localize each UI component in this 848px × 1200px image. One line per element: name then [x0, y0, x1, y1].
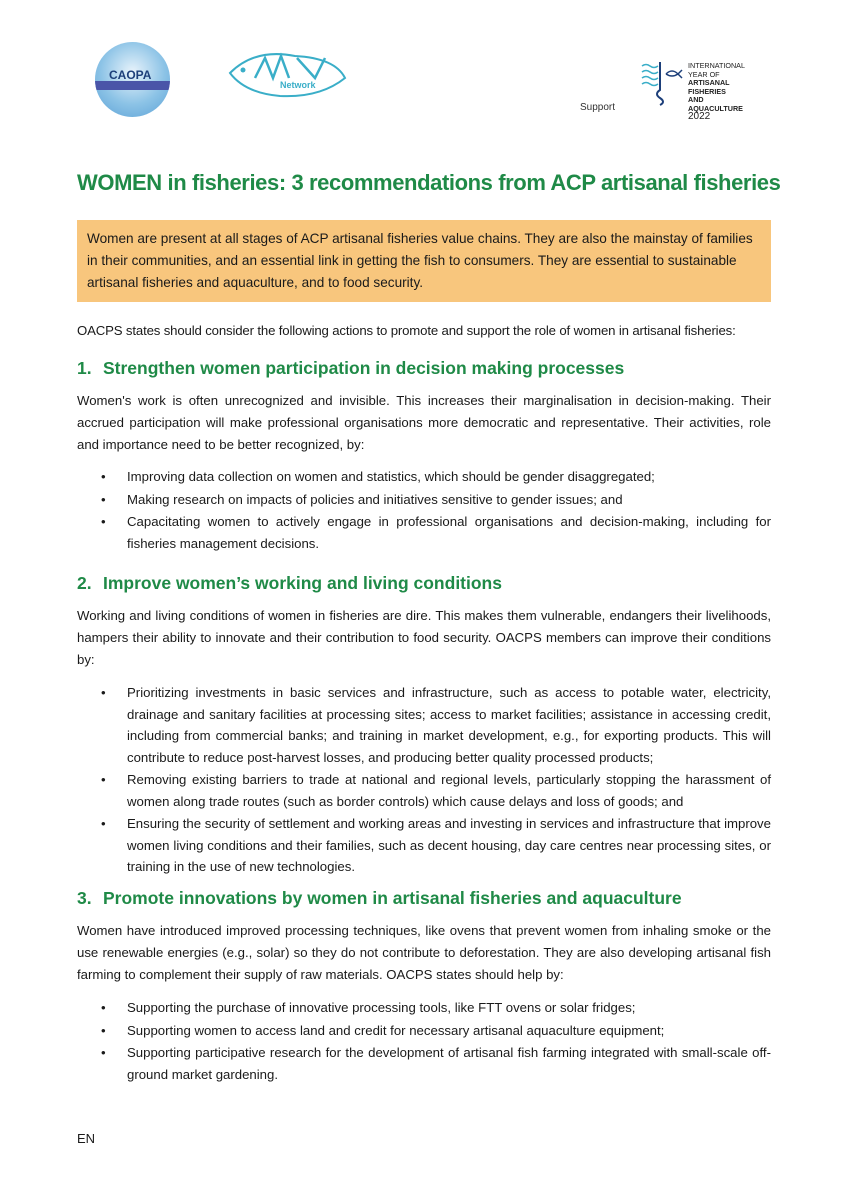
list-item-text: Ensuring the security of settlement and working areas and investing in services and infrastructure that improve women living conditions and their families, such as decent housing, day care centres near processing sites, or training in the use of new technologies. [127, 816, 771, 874]
list-item-text: Supporting the purchase of innovative processing tools, like FTT ovens or solar fridges; [127, 1000, 636, 1015]
bullet-icon: • [101, 816, 106, 831]
list-item-text: Removing existing barriers to trade at national and regional levels, particularly stopping the harassment of women along trade routes (such as border controls) which cause delays and loss of goods; and [127, 772, 771, 809]
list-item-text: Supporting participative research for the development of artisanal fish farming integrated with small-scale off-ground market gardening. [127, 1045, 771, 1082]
iyafa-line: 2022 [688, 111, 711, 122]
bullet-icon: • [101, 469, 106, 484]
bullet-icon: • [101, 685, 106, 700]
section-heading-text: Promote innovations by women in artisanal fisheries and aquaculture [103, 888, 682, 908]
bullet-icon: • [101, 1000, 106, 1015]
list-item [77, 1042, 771, 1085]
mitax-network-logo [225, 48, 350, 103]
bullet-list-2 [77, 682, 771, 879]
page-title: WOMEN in fisheries: 3 recommendations from ACP artisanal fisheries [77, 170, 781, 195]
iyafa-line: AND AQUACULTURE [688, 95, 743, 113]
list-item [77, 466, 771, 488]
mitax-logo-text: Network [280, 80, 316, 90]
highlight-box: Women are present at all stages of ACP artisanal fisheries value chains. They are also the mainstay of families in their communities, and an essential link in getting the fish to consumers. They are essential to sustainable artisanal fisheries and aquaculture, and to food security. [77, 220, 771, 302]
bullet-icon: • [101, 772, 106, 787]
section-body-2: Working and living conditions of women in fisheries are dire. This makes them vulnerable, endangers their livelihoods, hampers their ability to innovate and their contribution to food security. OACPS members can improve their conditions by: [77, 608, 771, 667]
list-item [77, 997, 771, 1019]
support-label: Support [580, 102, 616, 113]
list-item [77, 1020, 771, 1042]
list-item [77, 769, 771, 812]
list-item-text: Improving data collection on women and statistics, which should be gender disaggregated; [127, 469, 655, 484]
iyafa-line: ARTISANAL FISHERIES [688, 78, 730, 96]
section-body-3: Women have introduced improved processing techniques, like ovens that prevent women from inhaling smoke or the use renewable energies (e.g., solar) so they do not contribute to deforestation. They are also developing artisanal fish farming to complement their supply of raw materials. OACPS states should help by: [77, 923, 771, 982]
section-heading-2 [77, 573, 502, 594]
list-item [77, 682, 771, 768]
bullet-icon: • [101, 514, 106, 529]
list-item [77, 511, 771, 554]
list-item-text: Supporting women to access land and credit for necessary artisanal aquaculture equipment; [127, 1022, 665, 1038]
section-number: 3. [77, 888, 92, 908]
list-item-text: Capacitating women to actively engage in professional organisations and decision-making, including for fisheries management decisions. [127, 514, 771, 551]
list-item [77, 489, 771, 511]
section-heading-3 [77, 888, 682, 909]
section-number: 1. [77, 358, 92, 378]
section-number: 2. [77, 573, 92, 593]
iyafa-2022-logo [640, 60, 750, 122]
language-footer: EN [77, 1131, 96, 1146]
bullet-icon: • [101, 1045, 106, 1060]
intro-paragraph: OACPS states should consider the following actions to promote and support the role of women in artisanal fisheries: [77, 323, 736, 338]
iyafa-line: INTERNATIONAL YEAR OF [688, 61, 745, 79]
list-item [77, 813, 771, 878]
caopa-logo-text: CAOPA [109, 68, 152, 82]
bullet-icon: • [101, 491, 106, 507]
caopa-logo [95, 42, 170, 117]
list-item-text: Prioritizing investments in basic services and infrastructure, such as access to potable water, electricity, drainage and sanitary facilities at processing sites; access to market facilities; assistance in accessing credit, including from commercial banks; and training in market development, e.g., for exporting products. This will contribute to reduce post-harvest losses, and producing better quality processed products; [127, 685, 771, 765]
section-heading-text: Improve women’s working and living conditions [103, 573, 502, 593]
bullet-icon: • [101, 1022, 106, 1038]
list-item-text: Making research on impacts of policies and initiatives sensitive to gender issues; and [127, 491, 623, 507]
section-body-1: Women's work is often unrecognized and invisible. This increases their marginalisation in decision-making. Their accrued participation will make professional organisations more democratic and representative. Their activities, role and importance need to be better recognized, by: [77, 393, 771, 452]
section-heading-1 [77, 358, 624, 379]
bullet-list-3 [77, 997, 771, 1086]
section-heading-text: Strengthen women participation in decision making processes [103, 358, 625, 378]
bullet-list-1 [77, 466, 771, 555]
